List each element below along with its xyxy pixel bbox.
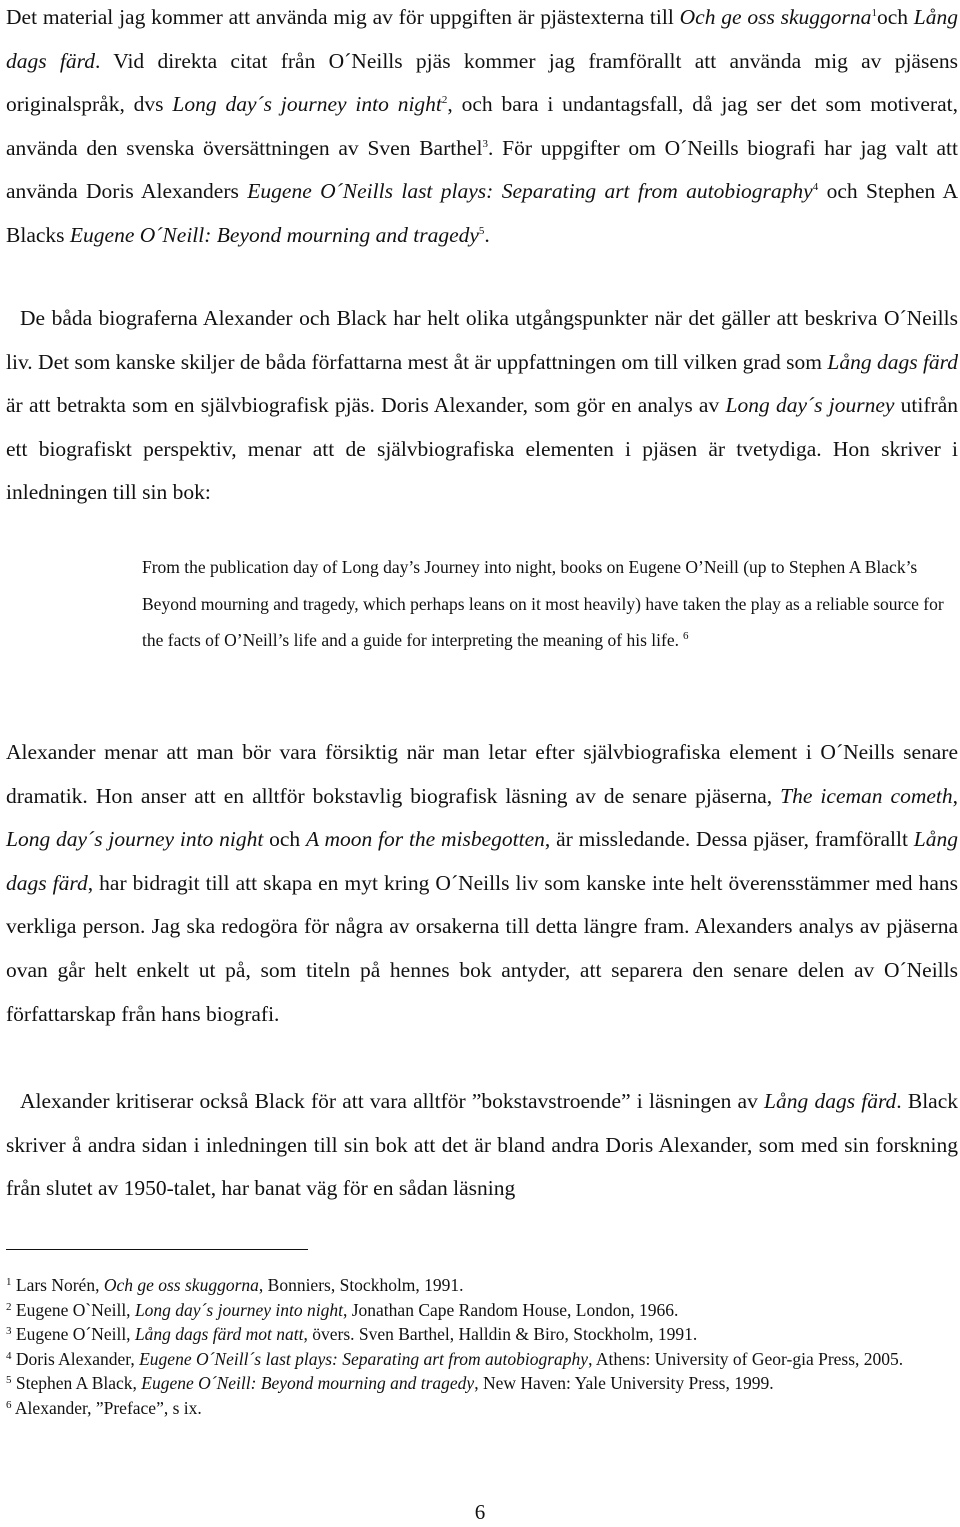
work-title: Eugene O´Neills last plays: Separating art from autobiography — [247, 179, 813, 204]
footnote-ref[interactable]: 4 — [812, 181, 819, 194]
footnote-number: 5 — [6, 1374, 12, 1386]
work-title: Eugene O´Neill: Beyond mourning and tragedy — [69, 222, 479, 247]
text-run: utifrån ett biografiskt perspektiv, menar att de självbiografiska elementen i pjäsen är tvetydiga. Hon skriver i inledningen till sin bok: — [6, 393, 958, 505]
work-title: Long day´s journey into night — [172, 92, 442, 117]
text-run: och — [263, 827, 306, 852]
paragraph-text — [6, 0, 958, 258]
text-run: . Vid direkta citat från O´Neills pjäs kommer jag framförallt att använda mig av pjäsens originalspråk, dvs — [6, 48, 958, 117]
footnote-ref[interactable]: 5 — [478, 224, 485, 237]
work-title: Lång dags färd — [6, 5, 959, 73]
work-title: Lång dags färd — [764, 1089, 897, 1113]
text-run: Det material jag kommer att använda mig av för uppgiften är pjästexterna till — [6, 5, 680, 29]
page-number: 6 — [474, 1500, 486, 1524]
text-run: , har bidragit till att skapa en myt kring O´Neills liv som kanske inte helt överensstämmer med hans verkliga person. Jag ska redogöra för några av orsakerna till detta längre fram. Alexanders analys av pjäserna ovan går helt enkelt ut på, som titeln på hennes bok antyder, att separera den senare delen av O´Neills författarskap från hans biografi. — [6, 870, 958, 1026]
work-title: Long day´s journey — [725, 393, 895, 418]
text-run: Alexander menar att man bör vara försiktig när man letar efter självbiografiska element i O´Neills senare dramatik. Hon anser att en alltför bokstavlig biografisk läsning av de senare pjäserna, — [6, 740, 958, 808]
work-title: Lång dags färd — [827, 349, 958, 374]
text-run: , och bara i undantagsfall, då jag ser det som motiverat, använda den svenska översättningen av Sven Barthel — [6, 92, 958, 160]
text-run: Alexander kritiserar också Black för att vara alltför ”bokstavstroende” i läsningen av — [20, 1089, 765, 1113]
footnote-text: , Jonathan Cape Random House, London, 1966. — [342, 1299, 679, 1320]
footnote-text: , Bonniers, Stockholm, 1991. — [258, 1275, 464, 1295]
footnote-number: 4 — [6, 1349, 12, 1362]
work-title: Och ge oss skuggorna — [679, 5, 872, 29]
footnote-ref[interactable]: 2 — [441, 94, 448, 107]
work-title: Lång dags färd — [6, 827, 958, 895]
footnote-number: 3 — [6, 1325, 12, 1337]
footnote-item — [6, 1322, 958, 1347]
text-run: De båda biograferna Alexander och Black har helt olika utgångspunkter när det gäller att beskriva O´Neills liv. Det som kanske skiljer de båda författarna mest åt är uppfattningen om till vilken grad som — [6, 306, 958, 374]
footnote-item — [6, 1298, 958, 1323]
work-title: Long day´s journey into night — [6, 827, 264, 852]
text-run: , — [952, 783, 958, 808]
footnotes — [6, 1273, 958, 1420]
footnote-item — [6, 1347, 958, 1372]
footnote-number: 1 — [6, 1276, 12, 1288]
work-title: Eugene O´Neill: Beyond mourning and tragedy — [141, 1373, 475, 1393]
text-run: . — [484, 222, 490, 247]
work-title: Och ge oss skuggorna — [103, 1275, 259, 1295]
paragraph-text — [6, 297, 958, 515]
text-run: . För uppgifter om O´Neills biografi har jag valt att använda Doris Alexanders — [6, 135, 959, 204]
footnote-ref[interactable]: 6 — [682, 630, 689, 643]
work-title: Long day´s journey into night — [134, 1299, 343, 1320]
text-run: är att betrakta som en självbiografisk pjäs. Doris Alexander, som gör en analys av — [6, 393, 726, 418]
paragraph-text — [6, 731, 958, 1036]
footnote-text: , övers. Sven Barthel, Halldin & Biro, Stockholm, 1991. — [303, 1324, 698, 1344]
footnote-number: 2 — [6, 1300, 12, 1313]
text-run: , är missledande. Dessa pjäser, framförallt — [544, 827, 914, 852]
paragraph-alexander — [6, 731, 958, 1036]
footnote-item — [6, 1371, 958, 1396]
text-run: . Black skriver å andra sidan i inledningen till sin bok att det är bland andra Doris Alexander, som med sin forskning från slutet av 1950-talet, har banat väg för en sådan läsning — [6, 1089, 959, 1201]
text-run: och — [876, 5, 914, 29]
work-title: Eugene O´Neill´s last plays: Separating art from autobiography — [139, 1348, 589, 1369]
footnote-text: , New Haven: Yale University Press, 1999. — [474, 1373, 774, 1393]
footnote-item — [6, 1396, 958, 1421]
block-quote — [142, 549, 958, 659]
footnote-ref[interactable]: 3 — [482, 137, 489, 150]
paragraph-sources — [6, 0, 958, 258]
footnote-text: Lars Norén, — [15, 1275, 104, 1295]
text-run: och Stephen A Blacks — [6, 179, 959, 247]
paragraph-biographers — [6, 297, 958, 515]
footnote-text: Eugene O`Neill, — [15, 1299, 135, 1320]
quote-text: From the publication day of Long day’s Journey into night, books on Eugene O’Neill (up to Stephen A Black’s Beyond mourning and tragedy, which perhaps leans on it most heavily) have taken the play as a reliable source for the facts of O’Neill’s life and a guide for interpreting the meaning of his life. — [142, 557, 944, 651]
work-title: Lång dags färd mot natt — [134, 1324, 304, 1344]
paragraph-black — [6, 1080, 958, 1211]
footnote-ref[interactable]: 1 — [871, 7, 877, 19]
paragraph-text — [6, 1080, 958, 1211]
footnote-item — [6, 1273, 958, 1298]
footnote-text: Doris Alexander, — [15, 1348, 140, 1369]
footnote-text: Eugene O´Neill, — [15, 1324, 135, 1344]
work-title: A moon for the misbegotten — [305, 827, 545, 852]
footnote-text: , Athens: University of Geor-gia Press, 2005. — [588, 1348, 904, 1369]
footnote-number: 6 — [6, 1398, 12, 1411]
work-title: The iceman cometh — [780, 783, 953, 808]
footnote-separator — [6, 1249, 308, 1250]
footnote-text: Stephen A Black, — [15, 1373, 142, 1393]
footnote-text: Alexander, ”Preface”, s ix. — [14, 1397, 202, 1418]
